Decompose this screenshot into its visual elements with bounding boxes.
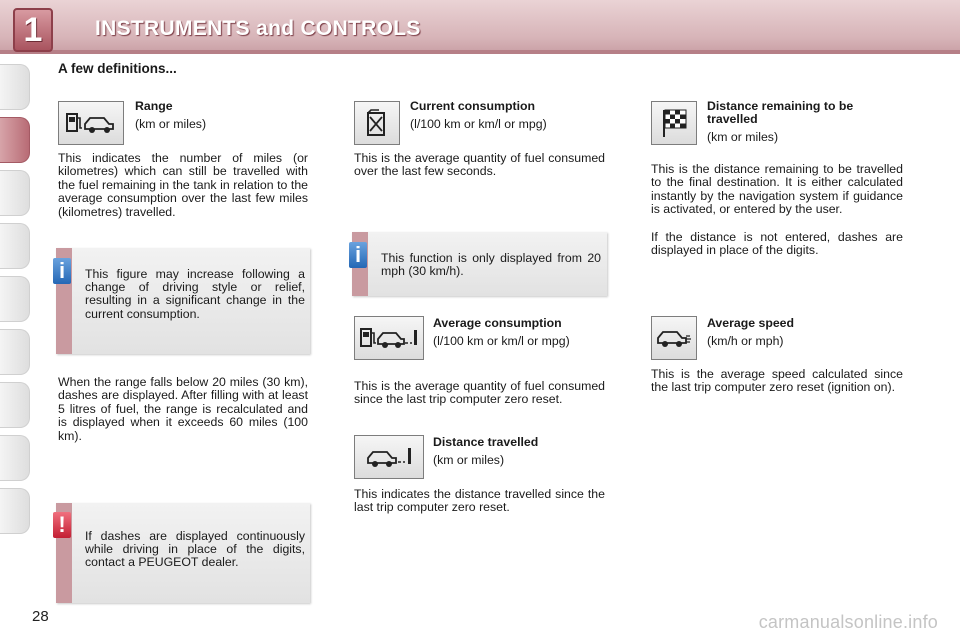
side-tab-8[interactable] bbox=[0, 435, 30, 481]
chequered-flag-icon bbox=[651, 101, 697, 145]
average-consumption-title: Average consumption bbox=[433, 316, 562, 330]
side-tab-2-active[interactable] bbox=[0, 117, 30, 163]
side-tab-6[interactable] bbox=[0, 329, 30, 375]
average-speed-title: Average speed bbox=[707, 316, 795, 330]
range-title: Range bbox=[135, 99, 173, 113]
distance-remaining-description: This is the distance remaining to be travelled to the final destination. It is either calculated instantly by the navigation system if guidance is activated, or entered by the user. bbox=[651, 162, 903, 217]
warning-icon: ! bbox=[53, 512, 71, 538]
average-speed-unit: (km/h or mph) bbox=[707, 334, 784, 348]
current-consumption-unit: (l/100 km or km/l or mpg) bbox=[410, 117, 547, 131]
current-consumption-title: Current consumption bbox=[410, 99, 536, 113]
side-tab-4[interactable] bbox=[0, 223, 30, 269]
distance-remaining-description-2: If the distance is not entered, dashes are displayed in place of the digits. bbox=[651, 230, 903, 258]
side-tab-5[interactable] bbox=[0, 276, 30, 322]
page-number: 28 bbox=[32, 608, 49, 625]
side-tab-9[interactable] bbox=[0, 488, 30, 534]
info-note-current-text: This function is only displayed from 20 mph (30 km/h). bbox=[381, 251, 601, 279]
side-tab-7[interactable] bbox=[0, 382, 30, 428]
chapter-number-badge: 1 bbox=[13, 8, 53, 52]
range-low-text: When the range falls below 20 miles (30 km), dashes are displayed. After filling with at least 5 litres of fuel, the range is recalculated and is displayed when it exceeds 60 miles (100 km). bbox=[58, 375, 308, 443]
fuel-pump-car-icon bbox=[58, 101, 124, 145]
range-unit: (km or miles) bbox=[135, 117, 207, 131]
chapter-title: INSTRUMENTS and CONTROLS bbox=[95, 17, 421, 40]
car-speed-icon bbox=[651, 316, 697, 360]
distance-remaining-title: Distance remaining to be travelled bbox=[707, 99, 854, 126]
average-consumption-unit: (l/100 km or km/l or mpg) bbox=[433, 334, 570, 348]
average-speed-description: This is the average speed calculated since the last trip computer zero reset (ignition on). bbox=[651, 367, 903, 395]
average-consumption-description: This is the average quantity of fuel consumed since the last trip computer zero reset. bbox=[354, 379, 605, 407]
fuel-car-distance-icon bbox=[354, 316, 424, 360]
chapter-side-tabs bbox=[0, 64, 32, 541]
range-description: This indicates the number of miles (or kilometres) which can still be travelled with the fuel remaining in the tank in relation to the average consumption over the last few miles (kilometres) travelled. bbox=[58, 151, 308, 219]
distance-travelled-description: This indicates the distance travelled since the last trip computer zero reset. bbox=[354, 487, 605, 515]
current-consumption-description: This is the average quantity of fuel consumed over the last few seconds. bbox=[354, 151, 605, 179]
info-icon: i bbox=[349, 242, 367, 268]
info-icon: i bbox=[53, 258, 71, 284]
warning-note-dashes-text: If dashes are displayed continuously while driving in place of the digits, contact a PEUGEOT dealer. bbox=[85, 529, 305, 570]
watermark: carmanualsonline.info bbox=[758, 612, 938, 632]
distance-travelled-unit: (km or miles) bbox=[433, 453, 505, 467]
header-divider bbox=[0, 50, 960, 54]
section-title: A few definitions... bbox=[58, 61, 177, 76]
side-tab-3[interactable] bbox=[0, 170, 30, 216]
info-note-range-text: This figure may increase following a change of driving style or relief, resulting in a significant change in the current consumption. bbox=[85, 267, 305, 321]
distance-travelled-title: Distance travelled bbox=[433, 435, 539, 449]
distance-remaining-unit: (km or miles) bbox=[707, 130, 779, 144]
side-tab-1[interactable] bbox=[0, 64, 30, 110]
fuel-pump-icon bbox=[354, 101, 400, 145]
car-distance-icon bbox=[354, 435, 424, 479]
